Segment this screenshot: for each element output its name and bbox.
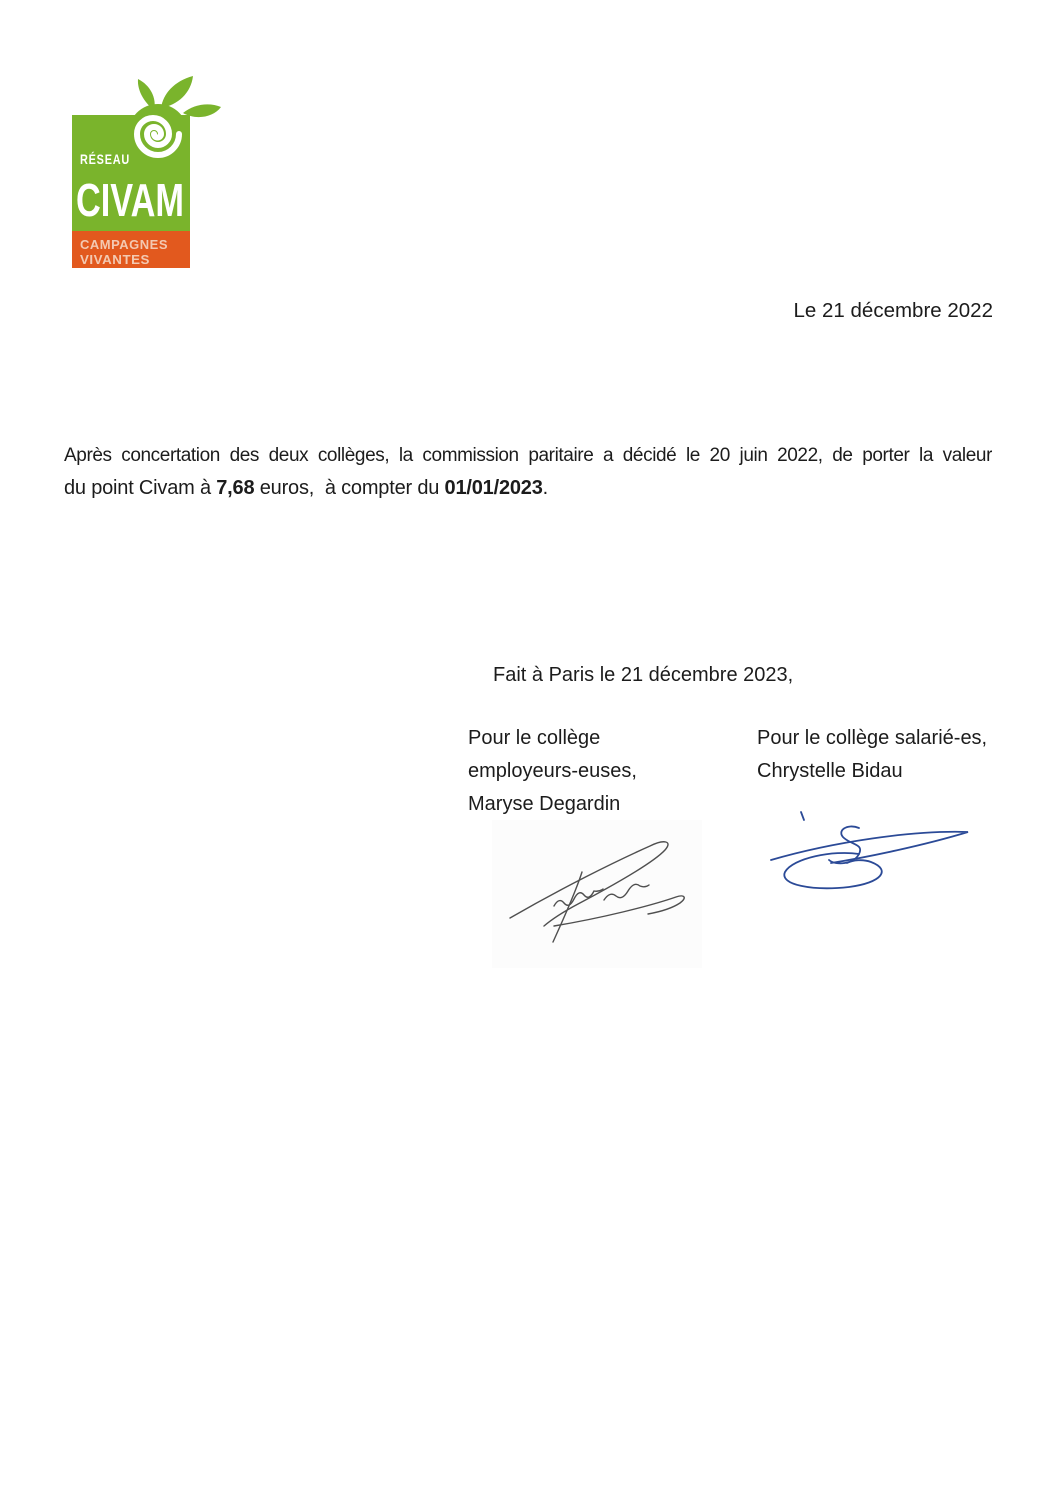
logo-tagline-vivantes: VIVANTES (80, 253, 150, 267)
body-line1: Après concertation des deux collèges, la commission paritaire a décidé le 20 juin 2022, de porter la valeur (64, 445, 992, 466)
leaf-up-right (161, 76, 193, 108)
signature-right-icon (763, 806, 978, 901)
leaf-right-small (183, 104, 221, 117)
point-value-bold: 7,68 (216, 477, 255, 499)
employee-signatory-block (757, 722, 987, 788)
logo-civam-name: CIVAM (76, 174, 184, 226)
signature-chrystelle-bidau (763, 806, 978, 901)
body-line2 (64, 473, 992, 504)
employer-signatory-name: Maryse Degardin (468, 793, 621, 815)
signature-left-icon (492, 820, 702, 968)
letter-date: Le 21 décembre 2022 (793, 299, 993, 322)
body-line2-mid: euros, à compter du (254, 477, 445, 499)
civam-logo-graphic (68, 76, 228, 276)
employer-college-line2: employeurs-euses, (468, 760, 637, 782)
closing-line: Fait à Paris le 21 décembre 2023, (493, 664, 794, 686)
body-line2-end: . (542, 477, 549, 499)
body-paragraph (64, 440, 992, 504)
signature-right-ellipse-loop (784, 853, 881, 888)
employee-college-line1: Pour le collège salarié-es, (757, 727, 988, 749)
effective-date-bold: 01/01/2023 (444, 477, 543, 499)
signature-left-down-stroke (553, 872, 582, 942)
signature-left-main-loop (510, 842, 668, 926)
employer-college-line1: Pour le collège (468, 727, 601, 749)
body-line2-pre: du point Civam à (64, 477, 217, 499)
signature-right-tick (801, 812, 804, 820)
logo-tagline-campagnes: CAMPAGNES (80, 238, 168, 252)
employee-signatory-name: Chrystelle Bidau (757, 760, 903, 782)
employer-signatory-block (468, 722, 637, 821)
signature-right-long-strokes (771, 832, 968, 863)
civam-logo (68, 76, 228, 276)
signature-maryse-degardin (492, 820, 702, 968)
logo-reseau-label: RÉSEAU (80, 151, 130, 167)
